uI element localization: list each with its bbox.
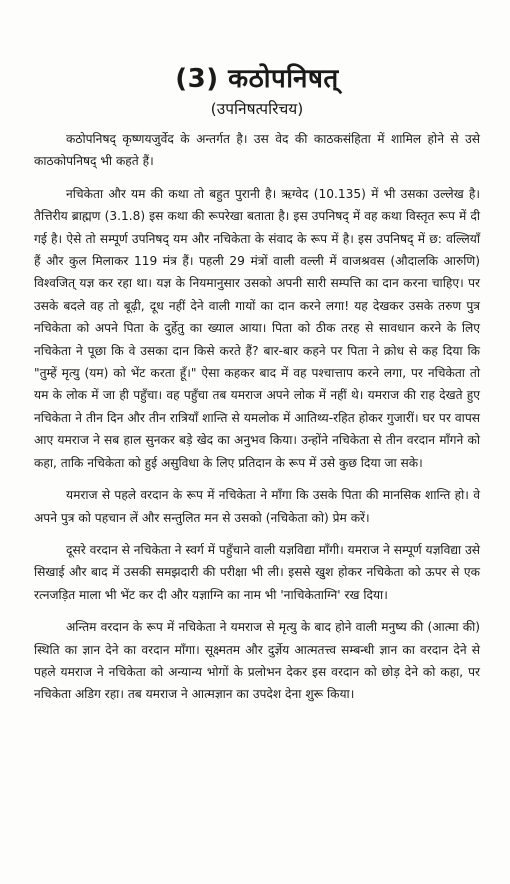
- chapter-title: (3) कठोपनिषत्: [175, 64, 339, 94]
- paragraph-intro: कठोपनिषद् कृष्णयजुर्वेद के अन्तर्गत है। उस वेद की काठकसंहिता में शामिल होने से उसे काठकोपनिषद् भी कहते हैं।: [34, 132, 480, 169]
- paragraph-second-boon: दूसरे वरदान से नचिकेता ने स्वर्ग में पहुँचाने वाली यज्ञविद्या माँगी। यमराज ने सम्पूर्ण यज्ञविद्या उसे सिखाई और बाद में उसकी समझदारी की परीक्षा भी ली। इससे खुश होकर नचिकेता को ऊपर से एक रत्नजड़ित माला भी भेंट कर दी और यज्ञाग्नि का नाम भी 'नाचिकेताग्नि' रख दिया।: [34, 542, 480, 602]
- paragraph-first-boon: यमराज से पहले वरदान के रूप में नचिकेता ने माँगा कि उसके पिता की मानसिक शान्ति हो। वे अपने पुत्र को पहचान लें और सन्तुलित मन से उसको (नचिकेता को) प्रेम करें।: [34, 488, 480, 525]
- chapter-subtitle: (उपनिषत्परिचय): [210, 100, 304, 118]
- paragraph-story: नचिकेता और यम की कथा तो बहुत पुरानी है। ऋग्वेद (10.135) में भी उसका उल्लेख है। तैत्तिरीय ब्राह्मण (3.1.8) इस कथा की रूपरेखा बताता है। इस उपनिषद् में वह कथा विस्तृत रूप में दी गई है। ऐसे तो सम्पूर्ण उपनिषद् यम और नचिकेता के संवाद के रूप में है। इस उपनिषद् में छ: वल्लियाँ हैं और कुल मिलाकर 119 मंत्र हैं। पहली 29 मंत्रों वाली वल्ली में वाजश्रवस (औदालकि आरुणि) विश्वजित् यज्ञ कर रहा था। यज्ञ के नियमानुसार उसको अपनी सारी सम्पत्ति का दान करना चाहिए। पर उसके बदले वह तो बूढ़ी, दूध नहीं देने वाली गायों का दान करने लगा! यह देखकर उसके तरुण पुत्र नचिकेता को अपने पिता के दुर्हेतु का ख्याल आया। पिता को ठीक तरह से सावधान करने के लिए नचिकेता ने पूछा कि वे उसका दान किसे करते हैं? बार-बार कहने पर पिता ने क्रोध से कह दिया कि "तुम्हें मृत्यु (यम) को भेंट करता हूँ।" ऐसा कहकर बाद में वह पश्चात्ताप करने लगा, पर नचिकेता तो यम के लोक में जा ही पहुँचा। वह पहुँचा तब यमराज अपने लोक में नहीं थे। यमराज की राह देखते हुए नचिकेता ने तीन दिन और तीन रात्रियाँ शान्ति से यमलोक में आतिथ्य-रहित होकर गुजारीं। घर पर वापस आए यमराज ने सब हाल सुनकर बड़े खेद का अनुभव किया। उन्होंने नचिकेता से तीन वरदान माँगने को कहा, ताकि नचिकेता को हुई असुविधा के लिए प्रतिदान के रूप में उसे कुछ दिया जा सके।: [34, 186, 480, 470]
- paragraph-third-boon: अन्तिम वरदान के रूप में नचिकेता ने यमराज से मृत्यु के बाद होने वाली मनुष्य की (आत्मा की) स्थिति का ज्ञान देने का वरदान माँगा। सूक्ष्मतम और दुर्ज्ञेय आत्मतत्त्व सम्बन्धी ज्ञान का वरदान देने से पहले यमराज ने नचिकेता को अन्यान्य भोगों के प्रलोभन देकर इस वरदान को छोड़ देने को कहा, पर नचिकेता अडिग रहा। तब यमराज ने आत्मज्ञान का उपदेश देना शुरू किया।: [34, 620, 480, 702]
